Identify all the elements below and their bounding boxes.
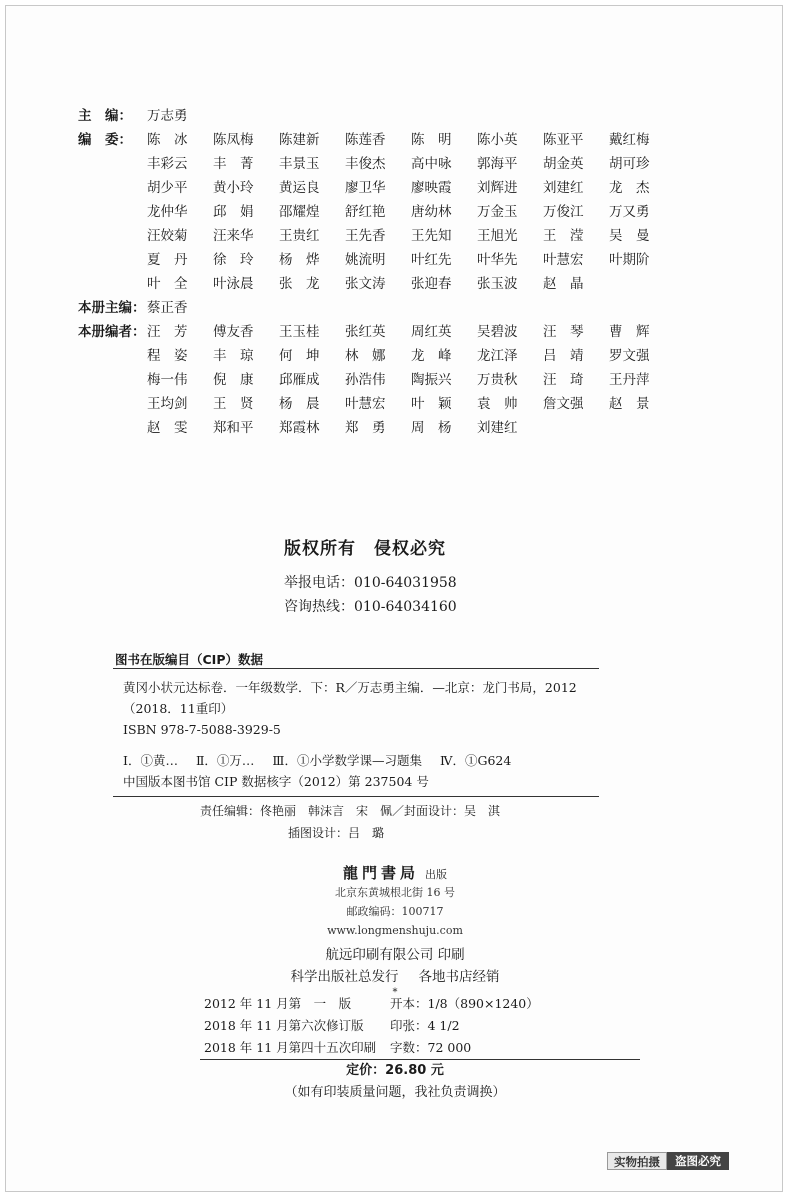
committee-name: 叶慧宏 <box>543 252 584 268</box>
committee-label: 编 委： <box>78 132 132 148</box>
cip-class-1: Ⅰ．①黄… <box>123 753 178 768</box>
committee-name: 陈建新 <box>279 132 320 148</box>
committee-name: 万又勇 <box>609 204 650 220</box>
committee-name: 刘辉进 <box>477 180 518 196</box>
committee-name: 张文涛 <box>345 276 386 292</box>
volume-editor-name: 万贵秋 <box>477 372 518 388</box>
volume-editor-name: 王丹萍 <box>609 372 650 388</box>
committee-name: 唐幼林 <box>411 204 452 220</box>
volume-editor-name: 郑霞林 <box>279 420 320 436</box>
committee-name: 刘建红 <box>543 180 584 196</box>
volume-editor-name: 王玉桂 <box>279 324 320 340</box>
committee-names-row <box>147 224 675 248</box>
volume-editor-name: 张红英 <box>345 324 386 340</box>
volume-chief-label: 本册主编： <box>78 300 146 316</box>
committee-names-row <box>147 176 675 200</box>
committee-names-row <box>147 272 609 296</box>
committee-name: 王 滢 <box>543 228 584 244</box>
committee-name: 陈凤梅 <box>213 132 254 148</box>
cip-class-4: Ⅳ．①G624 <box>439 753 512 768</box>
volume-editor-name: 罗文强 <box>609 348 650 364</box>
volume-editor-name: 吕 靖 <box>543 348 584 364</box>
volume-editor-names-row <box>147 368 675 392</box>
stamp-no-theft: 盗图必究 <box>667 1152 729 1170</box>
printer: 航远印刷有限公司 印刷 <box>325 947 465 963</box>
publisher-suffix: 出版 <box>425 868 447 881</box>
committee-name: 廖映霞 <box>411 180 452 196</box>
committee-name: 张迎春 <box>411 276 452 292</box>
committee-name: 姚流明 <box>345 252 386 268</box>
chief-editor-row <box>70 104 710 128</box>
editors-line-1: 责任编辑：佟艳丽 韩沫言 宋 佩／封面设计：吴 淇 <box>200 804 501 818</box>
quality-notice: （如有印装质量问题，我社负责调换） <box>284 1085 506 1100</box>
committee-name: 叶 全 <box>147 276 188 292</box>
volume-editor-name: 赵 景 <box>609 396 650 412</box>
committee-name: 张玉波 <box>477 276 518 292</box>
price-block <box>0 1060 790 1104</box>
committee-names-row <box>147 152 675 176</box>
volume-editor-name: 刘建红 <box>477 420 518 436</box>
committee-name: 张 龙 <box>279 276 320 292</box>
committee-name: 陈 冰 <box>147 132 188 148</box>
volume-editors-label: 本册编者： <box>78 324 146 340</box>
committee-name: 黄小玲 <box>213 180 254 196</box>
cip-classification <box>123 750 599 771</box>
committee-name: 舒红艳 <box>345 204 386 220</box>
volume-editor-name: 孙浩伟 <box>345 372 386 388</box>
volume-editor-name: 何 坤 <box>279 348 320 364</box>
committee-name: 丰景玉 <box>279 156 320 172</box>
volume-editor-name: 邱雁成 <box>279 372 320 388</box>
volume-editor-name: 周红英 <box>411 324 452 340</box>
committee-name: 叶期阶 <box>609 252 650 268</box>
volume-editor-name: 郑和平 <box>213 420 254 436</box>
volume-editor-name: 梅一伟 <box>147 372 188 388</box>
committee-name: 龙 杰 <box>609 180 650 196</box>
volume-editors-row <box>70 320 710 344</box>
cip-title: 图书在版编目（CIP）数据 <box>115 652 263 667</box>
volume-editor-name: 汪 芳 <box>147 324 188 340</box>
volume-editor-names-row <box>147 344 675 368</box>
cip-class-2: Ⅱ．①万… <box>195 753 255 768</box>
volume-chief-name: 蔡正香 <box>147 300 188 316</box>
publisher-name <box>0 862 790 883</box>
committee-name: 叶华先 <box>477 252 518 268</box>
committee-name: 夏 丹 <box>147 252 188 268</box>
committee-name: 叶泳晨 <box>213 276 254 292</box>
cip-class-3: Ⅲ．①小学数学课—习题集 <box>272 753 422 768</box>
edition-table <box>200 993 640 1060</box>
committee-name: 胡少平 <box>147 180 188 196</box>
volume-editor-name: 王均剑 <box>147 396 188 412</box>
committee-row <box>70 128 710 152</box>
committee-name: 龙仲华 <box>147 204 188 220</box>
committee-name: 汪姣菊 <box>147 228 188 244</box>
committee-names-row <box>147 200 675 224</box>
committee-name: 汪来华 <box>213 228 254 244</box>
volume-editor-name: 汪 琦 <box>543 372 584 388</box>
committee-name: 胡金英 <box>543 156 584 172</box>
stamp-real-photo: 实物拍摄 <box>607 1152 667 1170</box>
volume-editor-name: 林 娜 <box>345 348 386 364</box>
volume-editor-name: 丰 琼 <box>213 348 254 364</box>
chief-editor-name: 万志勇 <box>147 108 188 124</box>
volume-editor-name: 詹文强 <box>543 396 584 412</box>
volume-editor-name: 龙江泽 <box>477 348 518 364</box>
volume-editor-name: 汪 琴 <box>543 324 584 340</box>
report-phone: 举报电话：010-64031958 <box>284 575 457 591</box>
committee-name: 王贵红 <box>279 228 320 244</box>
committee-name: 黄运良 <box>279 180 320 196</box>
volume-editor-name: 龙 峰 <box>411 348 452 364</box>
committee-name: 丰彩云 <box>147 156 188 172</box>
committee-name: 王旭光 <box>477 228 518 244</box>
committee-name: 王先知 <box>411 228 452 244</box>
separator-star: * <box>392 987 398 998</box>
committee-name: 吴 曼 <box>609 228 650 244</box>
cip-isbn: ISBN 978-7-5088-3929-5 <box>123 722 281 737</box>
sellers: 各地书店经销 <box>418 969 500 985</box>
rights-reserved: 版权所有 <box>284 539 356 559</box>
committee-name: 邱 娟 <box>213 204 254 220</box>
publisher-address: 北京东黄城根北街 16 号 <box>335 886 455 899</box>
volume-editor-name: 倪 康 <box>213 372 254 388</box>
cip-line-1: 黄冈小状元达标卷．一年级数学．下：R／万志勇主编．—北京：龙门书局，2012 <box>123 680 577 695</box>
publisher-logo-text: 龍門書局 <box>342 864 419 882</box>
volume-editor-name: 袁 帅 <box>477 396 518 412</box>
hotline-phone: 咨询热线：010-64034160 <box>284 599 457 615</box>
committee-name: 丰俊杰 <box>345 156 386 172</box>
committee-name: 陈小英 <box>477 132 518 148</box>
chief-editor-label: 主 编： <box>78 108 132 124</box>
edition-row: 2018 年 11 月第六次修订版 印张：4 1/2 <box>204 1018 460 1033</box>
volume-chief-row <box>70 296 710 320</box>
volume-editor-name: 郑 勇 <box>345 420 386 436</box>
committee-name: 万金玉 <box>477 204 518 220</box>
volume-editor-name: 杨 晨 <box>279 396 320 412</box>
committee-name: 陈莲香 <box>345 132 386 148</box>
volume-editor-names-row <box>147 392 675 416</box>
volume-editor-name: 傅友香 <box>213 324 254 340</box>
photo-stamp <box>607 1152 729 1170</box>
volume-editor-name: 赵 雯 <box>147 420 188 436</box>
publisher-postcode: 邮政编码：100717 <box>346 905 444 918</box>
committee-name: 戴红梅 <box>609 132 650 148</box>
volume-editor-name: 周 杨 <box>411 420 452 436</box>
volume-editor-name: 曹 辉 <box>609 324 650 340</box>
edition-row: 2018 年 11 月第四十五次印刷 字数：72 000 <box>204 1040 472 1055</box>
volume-editor-name: 陶振兴 <box>411 372 452 388</box>
committee-name: 陈亚平 <box>543 132 584 148</box>
rights-statement <box>284 534 446 559</box>
committee-name: 邵耀煌 <box>279 204 320 220</box>
distributor: 科学出版社总发行 <box>290 969 399 985</box>
editors-line-2: 插图设计：吕 璐 <box>288 826 385 840</box>
volume-editor-name: 叶 颖 <box>411 396 452 412</box>
volume-editor-name: 叶慧宏 <box>345 396 386 412</box>
committee-name: 陈 明 <box>411 132 452 148</box>
committee-name: 郭海平 <box>477 156 518 172</box>
cip-line-2: （2018．11重印） <box>123 701 234 716</box>
volume-editor-name: 王 贤 <box>213 396 254 412</box>
committee-name: 赵 晶 <box>543 276 584 292</box>
edition-row: 2012 年 11 月第 一 版 开本：1/8（890×1240） <box>204 996 539 1011</box>
committee-name: 叶红先 <box>411 252 452 268</box>
volume-editor-name: 程 姿 <box>147 348 188 364</box>
committee-name: 高中咏 <box>411 156 452 172</box>
volume-editor-name: 吴碧波 <box>477 324 518 340</box>
distribution <box>0 966 790 988</box>
cip-block <box>113 650 599 797</box>
responsible-editors <box>200 800 500 844</box>
committee-name: 廖卫华 <box>345 180 386 196</box>
committee-names-row <box>147 128 675 152</box>
price: 定价：26.80 元 <box>346 1063 444 1078</box>
committee-name: 胡可珍 <box>609 156 650 172</box>
credits-block <box>70 104 710 440</box>
committee-name: 王先香 <box>345 228 386 244</box>
committee-name: 徐 玲 <box>213 252 254 268</box>
committee-names-row <box>147 248 675 272</box>
committee-name: 丰 菁 <box>213 156 254 172</box>
committee-name: 万俊江 <box>543 204 584 220</box>
piracy-warning: 侵权必究 <box>374 539 446 559</box>
volume-editor-names-row <box>147 416 543 440</box>
cip-bottom-rule <box>113 796 599 797</box>
publisher-block <box>0 862 790 998</box>
publisher-website: www.longmenshuju.com <box>327 924 463 937</box>
committee-name: 杨 烨 <box>279 252 320 268</box>
volume-editor-names-row <box>147 320 675 344</box>
cip-record: 中国版本图书馆 CIP 数据核字（2012）第 237504 号 <box>123 774 429 789</box>
